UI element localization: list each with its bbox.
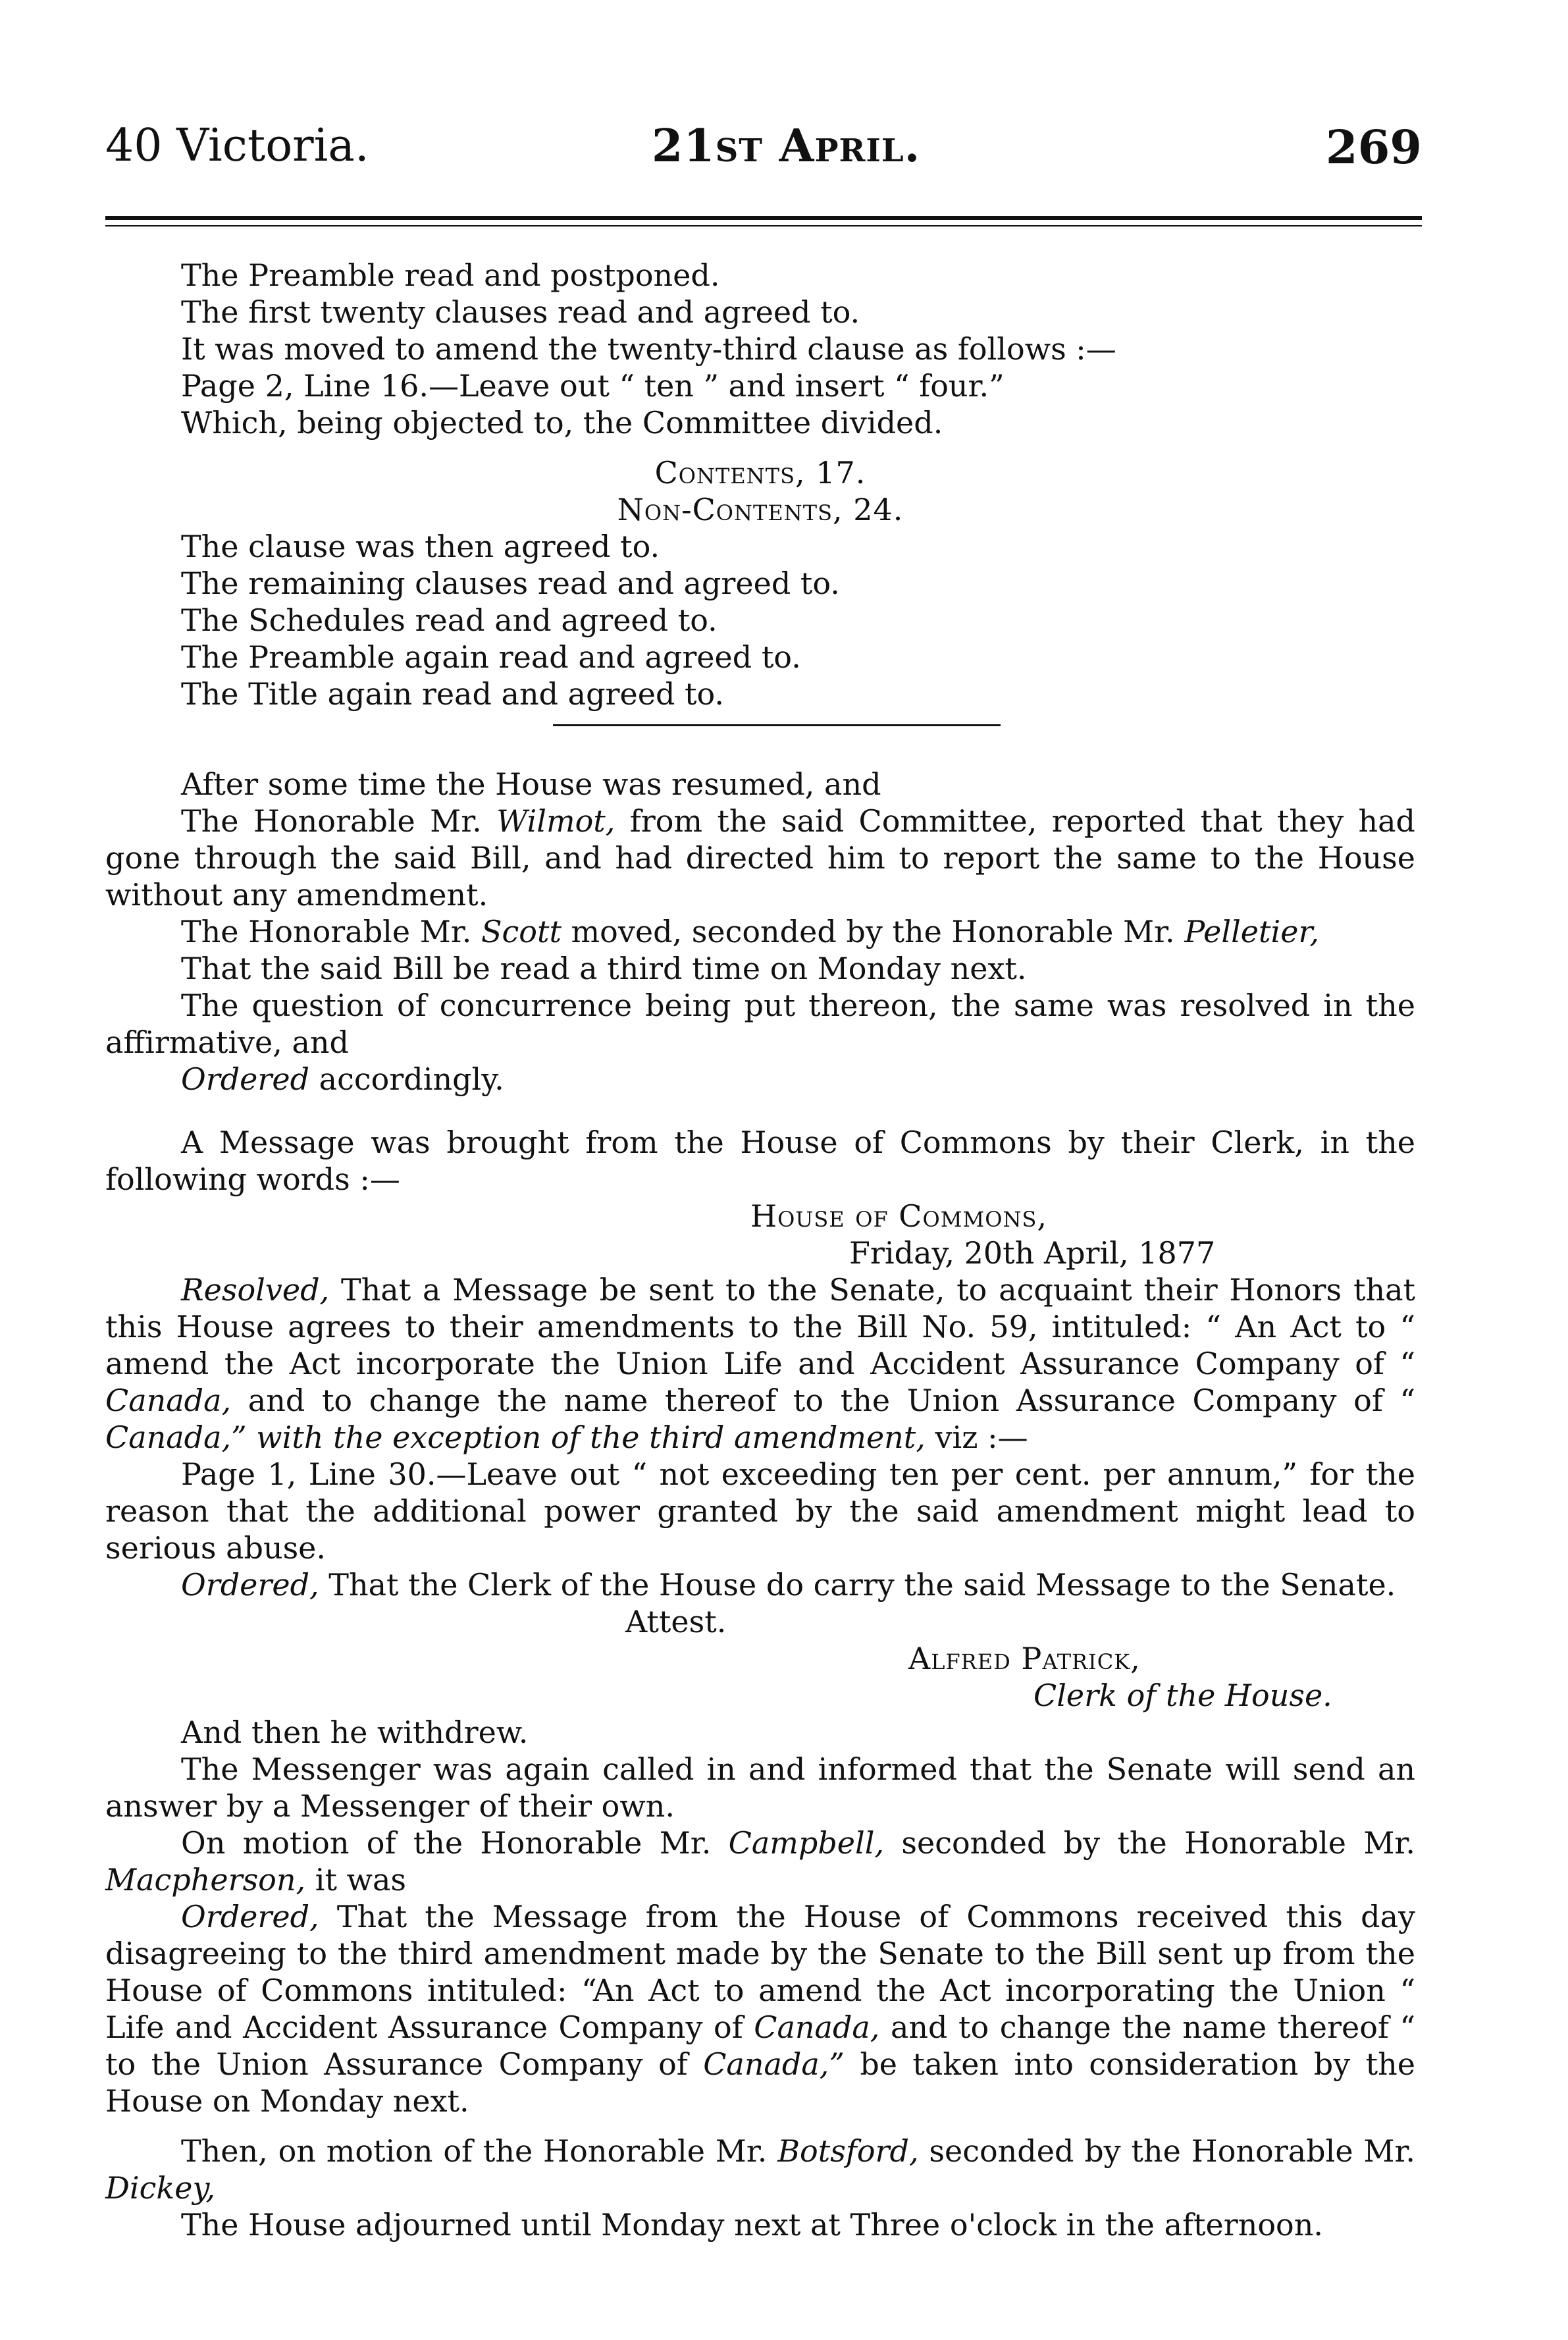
ordered-paragraph: Ordered, That the Message from the House of Commons received this day disagreeing to the third amendment made by the Senate to the Bill sent up from the House of Commons intituled: “An Act to amend the Act incorporating the Union “ Life and Accident Assurance Company of Canada, and to change the name thereof “ to the Union Assurance Company of Canada,” be taken into consideration by the House on Monday next.	[105, 1899, 1415, 2119]
ordered-paragraph: Ordered accordingly.	[181, 1061, 504, 1097]
committee-line: The Preamble read and postponed.	[181, 257, 720, 293]
page-number: 269	[1325, 120, 1422, 174]
signer-title: Clerk of the House.	[1033, 1678, 1332, 1713]
message-intro: A Message was brought from the House of Commons by their Clerk, in the following words :—	[105, 1125, 1415, 1197]
question-paragraph: The question of concurrence being put thereon, the same was resolved in the affirmative, and	[105, 988, 1415, 1060]
ordered-paragraph: Ordered, That the Clerk of the House do carry the said Message to the Senate.	[181, 1567, 1396, 1603]
header-date: 21st April.	[652, 120, 921, 173]
committee-line: The remaining clauses read and agreed to.	[181, 566, 840, 601]
section-divider	[553, 724, 1001, 726]
committee-line: The clause was then agreed to.	[181, 529, 660, 564]
signer-name: Alfred Patrick,	[908, 1641, 1141, 1676]
motion-text: That the said Bill be read a third time on Monday next.	[181, 951, 1027, 986]
resolution-paragraph: Resolved, That a Message be sent to the Senate, to acquaint their Honors that this House agrees to their amendments to the Bill No. 59, intituled: “ An Act to “ amend the Act incorporate the Union Life and Accident Assurance Company of “ Canada, and to change the name thereof to the Union Assurance Company of “ Canada,” with the exception of the third amendment, viz :—	[105, 1272, 1415, 1455]
page-body	[105, 257, 1415, 2243]
resumed-paragraph: After some time the House was resumed, and	[181, 766, 881, 802]
header-rule-thin	[105, 225, 1422, 226]
header-rule	[105, 216, 1422, 220]
committee-line: The Preamble again read and agreed to.	[181, 639, 801, 675]
messenger-paragraph: The Messenger was again called in and informed that the Senate will send an answer by a Messenger of their own.	[105, 1751, 1415, 1824]
committee-line: Page 2, Line 16.—Leave out “ ten ” and insert “ four.”	[181, 368, 1005, 404]
member-name: Scott	[481, 914, 562, 949]
committee-line: Which, being objected to, the Committee divided.	[181, 405, 943, 440]
amendment-paragraph: Page 1, Line 30.—Leave out “ not exceeding ten per cent. per annum,” for the reason that the additional power granted by the said amendment might lead to serious abuse.	[105, 1456, 1415, 1566]
running-header	[105, 120, 1422, 192]
committee-line: It was moved to amend the twenty-third clause as follows :—	[181, 331, 1116, 367]
non-contents-count: Non-Contents, 24.	[617, 492, 904, 527]
report-paragraph: The Honorable Mr. Wilmot, from the said Committee, reported that they had gone through the said Bill, and had directed him to report the same to the House without any amendment.	[105, 803, 1416, 913]
member-name: Wilmot,	[496, 803, 615, 839]
committee-line: The Schedules read and agreed to.	[181, 602, 718, 638]
motion-paragraph: The Honorable Mr. Scott moved, seconded by the Honorable Mr. Pelletier,	[181, 914, 1319, 949]
attest-line: Attest.	[625, 1604, 727, 1639]
withdrew-paragraph: And then he withdrew.	[181, 1715, 529, 1750]
adjournment-line: The House adjourned until Monday next at Three o'clock in the afternoon.	[181, 2207, 1323, 2243]
contents-count: Contents, 17.	[654, 455, 866, 491]
committee-line: The first twenty clauses read and agreed to.	[181, 294, 860, 330]
member-name: Pelletier,	[1184, 914, 1319, 949]
message-date: Friday, 20th April, 1877	[849, 1235, 1216, 1271]
regnal-year: 40 Victoria.	[105, 120, 369, 172]
adjournment-motion: Then, on motion of the Honorable Mr. Botsford, seconded by the Honorable Mr. Dickey,	[105, 2133, 1415, 2206]
committee-line: The Title again read and agreed to.	[181, 676, 725, 712]
message-origin: House of Commons,	[750, 1198, 1048, 1234]
motion-paragraph: On motion of the Honorable Mr. Campbell, seconded by the Honorable Mr. Macpherson, it was	[105, 1825, 1415, 1898]
